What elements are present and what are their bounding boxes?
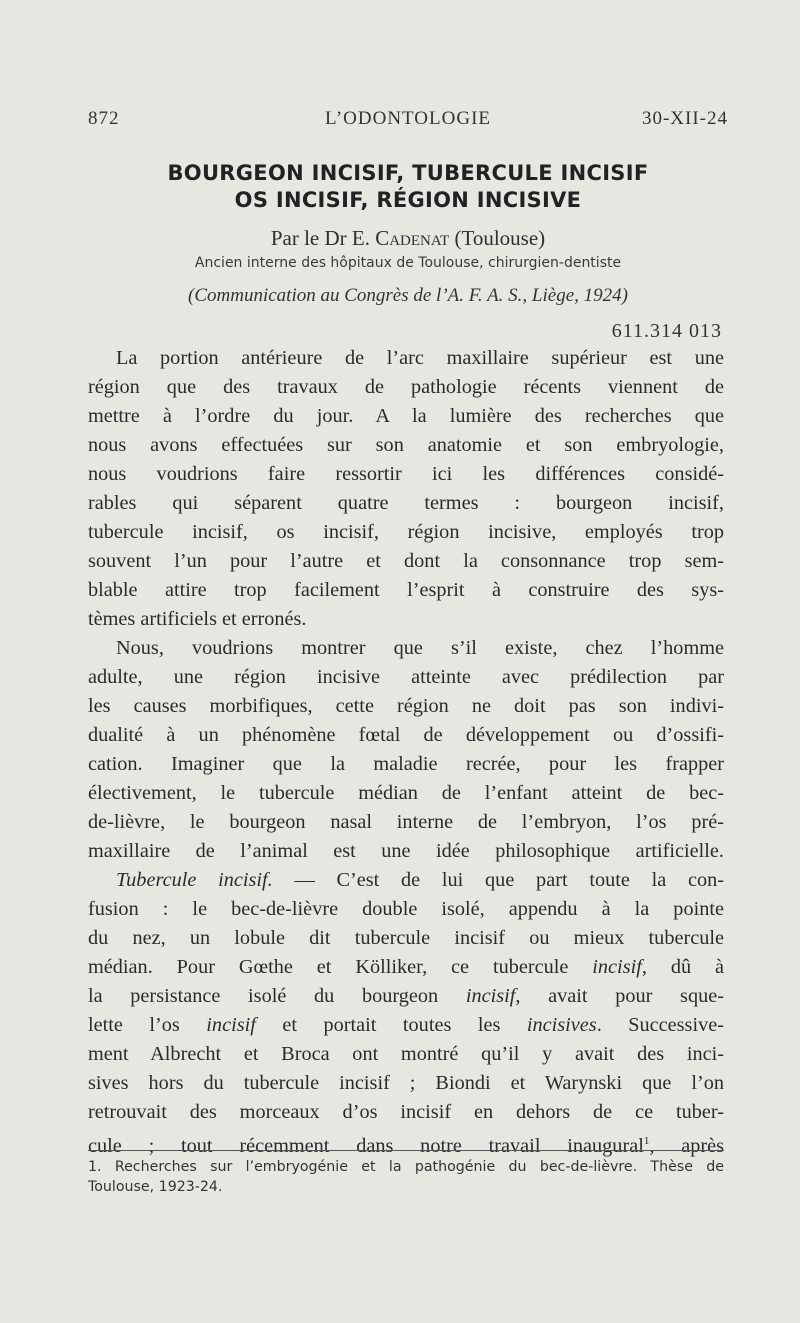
text-line: ment Albrecht et Broca ont montré qu’il y avait des inci- — [88, 1043, 724, 1065]
classification-code: 611.314 013 — [611, 320, 722, 342]
text-line: souvent l’un pour l’autre et dont la consonnance trop sem- — [88, 550, 724, 572]
text-line — [88, 953, 724, 982]
text-line: dualité à un phénomène fœtal de développement ou d’ossifi- — [88, 724, 724, 746]
text-line — [88, 1127, 724, 1161]
text-line: électivement, le tubercule médian de l’enfant atteint de bec- — [88, 782, 724, 804]
paragraph-1 — [88, 344, 724, 634]
italic-term: incisives — [526, 1014, 597, 1036]
text-line: tèmes artificiels et erronés. — [88, 608, 307, 630]
text-line: adulte, une région incisive atteinte avec prédilection par — [88, 666, 724, 688]
text-line: tubercule incisif, os incisif, région incisive, employés trop — [88, 521, 724, 543]
text-line — [88, 866, 724, 895]
text-segment: . Successive- — [596, 1014, 724, 1036]
text-segment: médian. Pour Gœthe et Kölliker, ce tubercule — [88, 956, 593, 978]
text-segment: lette l’os — [88, 1014, 207, 1036]
text-segment: , dû à — [641, 956, 724, 978]
page-number: 872 — [88, 108, 120, 129]
footnote-line-2: Toulouse, 1923-24. — [88, 1179, 223, 1195]
text-line: sives hors du tubercule incisif ; Biondi et Warynski que l’on — [88, 1072, 724, 1094]
footnote-divider — [88, 1150, 724, 1151]
text-line: rables qui séparent quatre termes : bourgeon incisif, — [88, 492, 724, 514]
text-line: La portion antérieure de l’arc maxillaire supérieur est une — [116, 347, 724, 369]
author-affiliation: Ancien interne des hôpitaux de Toulouse, chirurgien-dentiste — [194, 255, 622, 271]
text-segment: , avait pour sque- — [515, 985, 724, 1007]
issue-date: 30-XII-24 — [641, 108, 728, 129]
footnote — [88, 1157, 724, 1197]
author-prefix: Par le Dr E. — [270, 226, 370, 250]
text-line: région que des travaux de pathologie récents viennent de — [88, 376, 724, 398]
text-segment: cule ; tout récemment dans notre travail inaugural — [88, 1134, 644, 1157]
paragraph-3 — [88, 866, 724, 1161]
text-line: fusion : le bec-de-lièvre double isolé, appendu à la pointe — [88, 898, 724, 920]
italic-term: incisif — [465, 985, 516, 1007]
title-line-1: BOURGEON INCISIF, TUBERCULE INCISIF — [167, 161, 649, 185]
author-city: (Toulouse) — [454, 226, 546, 250]
italic-term: incisif — [206, 1014, 256, 1036]
author-name: Cadenat — [375, 226, 450, 250]
text-line — [88, 982, 724, 1011]
text-segment: , après — [649, 1134, 724, 1157]
title-line-2: OS INCISIF, RÉGION INCISIVE — [234, 188, 582, 212]
text-line: retrouvait des morceaux d’os incisif en dehors de ce tuber- — [88, 1101, 724, 1123]
article-body — [88, 344, 724, 1161]
journal-title: L’ODONTOLOGIE — [324, 108, 492, 129]
text-line: cation. Imaginer que la maladie recrée, pour les frapper — [88, 753, 724, 775]
running-header — [88, 108, 728, 138]
text-segment: la persistance isolé du bourgeon — [88, 985, 466, 1007]
text-line: maxillaire de l’animal est une idée philosophique artificielle. — [88, 840, 724, 862]
communication-note: (Communication au Congrès de l’A. F. A. S., Liège, 1924) — [188, 285, 628, 306]
footnote-marker[interactable]: 1 — [643, 1135, 650, 1147]
text-line: mettre à l’ordre du jour. A la lumière des recherches que — [88, 405, 724, 427]
text-line: de-lièvre, le bourgeon nasal interne de l’embryon, l’os pré- — [88, 811, 724, 833]
paragraph-2 — [88, 634, 724, 866]
italic-term: incisif — [592, 956, 642, 978]
text-line: nous voudrions faire ressortir ici les différences considé- — [88, 463, 724, 485]
text-line — [88, 1011, 724, 1040]
text-segment: et portait toutes les — [255, 1014, 527, 1036]
article-title — [88, 160, 728, 214]
text-line: blable attire trop facilement l’esprit à construire des sys- — [88, 579, 724, 601]
text-segment: — C’est de lui que part toute la con- — [272, 869, 725, 891]
section-lead: Tubercule incisif. — [116, 869, 273, 891]
footnote-line-1: 1. Recherches sur l’embryogénie et la pathogénie du bec-de-lièvre. Thèse de — [88, 1159, 724, 1175]
text-line: nous avons effectuées sur son anatomie et son embryologie, — [88, 434, 724, 456]
text-line: Nous, voudrions montrer que s’il existe, chez l’homme — [116, 637, 724, 659]
text-line: les causes morbifiques, cette région ne doit pas son indivi- — [88, 695, 724, 717]
text-line: du nez, un lobule dit tubercule incisif ou mieux tubercule — [88, 927, 724, 949]
author-line — [88, 226, 728, 251]
